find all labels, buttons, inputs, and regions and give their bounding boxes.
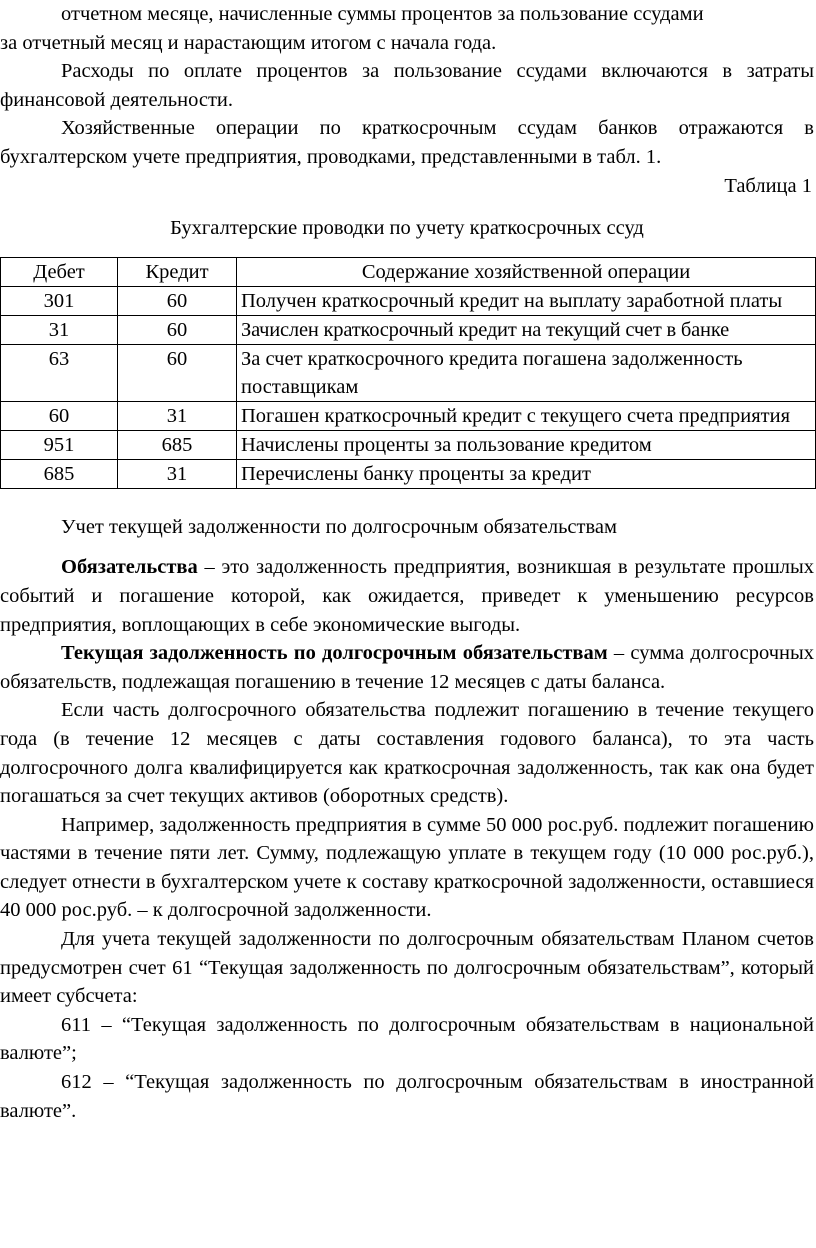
cell-debit: 951 [1, 430, 118, 459]
intro-line-1: отчетном месяце, начисленные суммы процентов за пользование ссудами [61, 3, 704, 25]
header-description: Содержание хозяйственной операции [237, 257, 816, 286]
cell-credit: 31 [118, 401, 237, 430]
table-row [1, 344, 816, 401]
table-label: Таблица 1 [724, 174, 812, 197]
cell-debit: 685 [1, 459, 118, 488]
cell-description: Зачислен краткосрочный кредит на текущий счет в банке [237, 315, 816, 344]
cell-debit: 31 [1, 315, 118, 344]
paragraph-example: Например, задолженность предприятия в сумме 50 000 рос.руб. подлежит погашению частями в течение пяти лет. Сумму, подлежащую уплате в текущем году (10 000 рос.руб.), следует отнести в бухгалтерском учете к составу краткосрочной задолженности, оставшиеся 40 000 рос.руб. – к долгосрочной задолженности. [0, 813, 814, 922]
cell-credit: 60 [118, 344, 237, 401]
cell-credit: 60 [118, 315, 237, 344]
entries-table [0, 257, 816, 489]
table-title: Бухгалтерские проводки по учету краткосрочных ссуд [170, 217, 644, 240]
cell-credit: 60 [118, 286, 237, 315]
table-row [1, 286, 816, 315]
term-obligations: Обязательства [61, 556, 198, 579]
cell-description: Погашен краткосрочный кредит с текущего счета предприятия [237, 401, 816, 430]
paragraph-account-61: Для учета текущей задолженности по долгосрочным обязательствам Планом счетов предусмотрен счет 61 “Текущая задолженность по долгосрочным обязательствам”, который имеет субсчета: [0, 928, 814, 1008]
paragraph-part-of-debt: Если часть долгосрочного обязательства подлежит погашению в течение текущего года (в течение 12 месяцев с даты составления годового баланса), то эта часть долгосрочного долга квалифицируется как краткосрочная задолженность, так как она будет погашаться за счет текущих активов (оборотных средств). [0, 699, 814, 808]
intro-line-2: за отчетный месяц и нарастающим итогом с начала года. [0, 31, 497, 54]
cell-debit: 63 [1, 344, 118, 401]
cell-debit: 301 [1, 286, 118, 315]
cell-credit: 31 [118, 459, 237, 488]
cell-description: Начислены проценты за пользование кредитом [237, 430, 816, 459]
paragraph-expenses: Расходы по оплате процентов за пользование ссудами включаются в затраты финансовой деятельности. [0, 60, 814, 111]
header-credit: Кредит [118, 257, 237, 286]
definition-obligations: – это задолженность предприятия, возникшая в результате прошлых событий и погашение которой, как ожидается, приведет к уменьшению ресурсов предприятия, воплощающих в себе экономические выгоды. [0, 556, 814, 636]
header-debit: Дебет [1, 257, 118, 286]
cell-description: За счет краткосрочного кредита погашена задолженность поставщикам [237, 344, 816, 401]
paragraph-current-debt-definition [0, 639, 814, 696]
term-current-debt: Текущая задолженность по долгосрочным обязательствам [61, 642, 608, 665]
paragraph-obligations-definition [0, 553, 814, 639]
definition-current-debt: – сумма долгосрочных обязательств, подлежащая погашению в течение 12 месяцев с даты баланса. [0, 642, 814, 693]
cell-credit: 685 [118, 430, 237, 459]
cell-debit: 60 [1, 401, 118, 430]
section-heading: Учет текущей задолженности по долгосрочным обязательствам [61, 515, 617, 538]
table-row [1, 315, 816, 344]
table-row [1, 459, 816, 488]
cell-description: Получен краткосрочный кредит на выплату заработной платы [237, 286, 816, 315]
cell-description: Перечислены банку проценты за кредит [237, 459, 816, 488]
table-header-row [1, 257, 816, 286]
paragraph-subaccount-611: 611 – “Текущая задолженность по долгосрочным обязательствам в национальной валюте”; [0, 1013, 814, 1065]
table-row [1, 430, 816, 459]
paragraph-operations: Хозяйственные операции по краткосрочным ссудам банков отражаются в бухгалтерском учете предприятия, проводками, представленными в табл. 1. [0, 117, 814, 168]
paragraph-subaccount-612: 612 – “Текущая задолженность по долгосрочным обязательствам в иностранной валюте”. [0, 1071, 814, 1122]
table-row [1, 401, 816, 430]
